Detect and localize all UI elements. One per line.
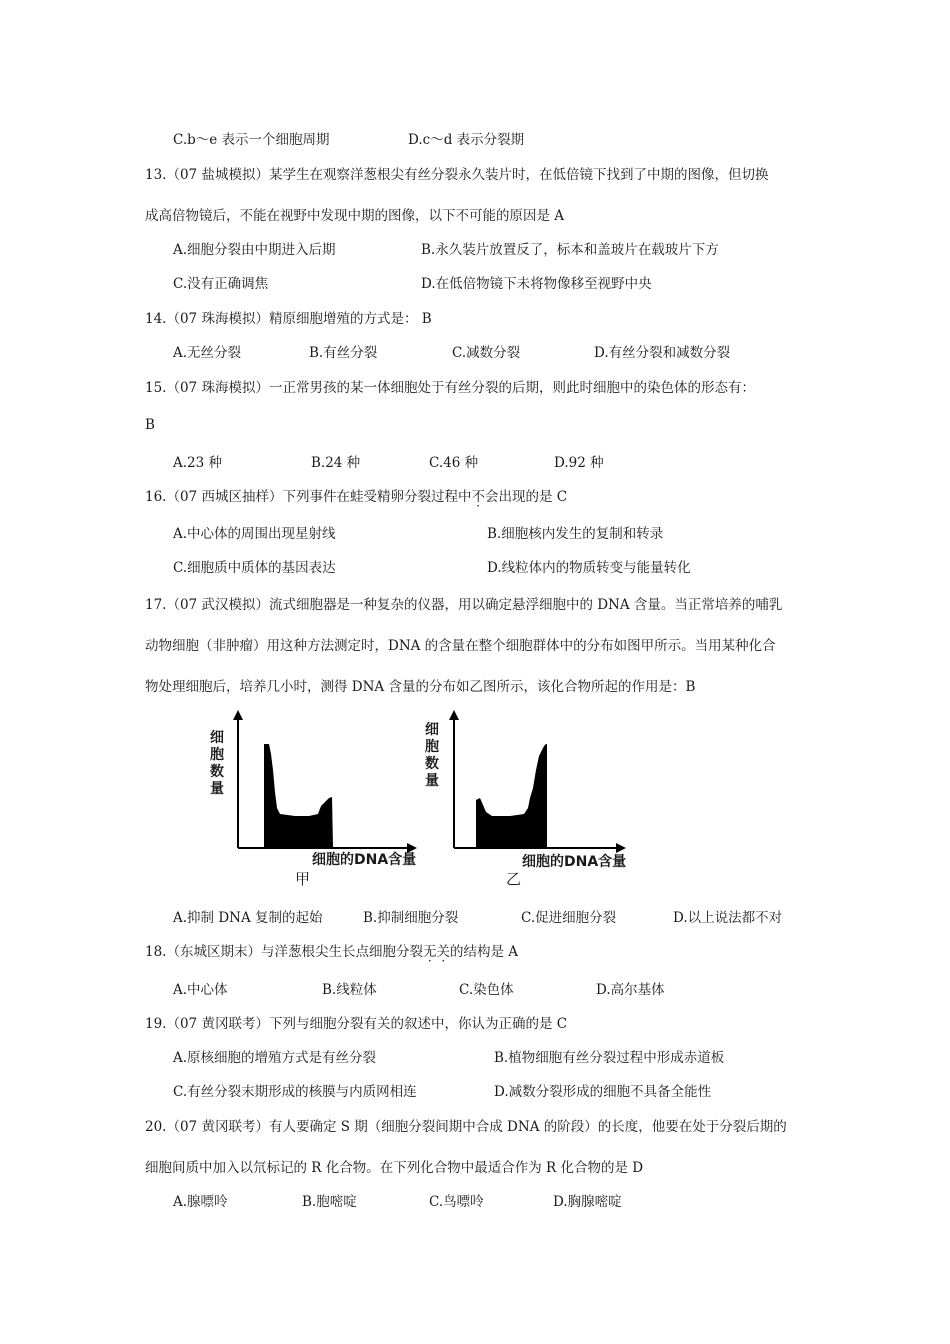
q14-stem: 14.（07 珠海模拟）精原细胞增殖的方式是： B bbox=[145, 311, 432, 327]
q15-option-d: D.92 种 bbox=[554, 455, 604, 471]
q13-stem-line1: 13.（07 盐城模拟）某学生在观察洋葱根尖有丝分裂永久装片时，在低倍镜下找到了中期的图像，但切换 bbox=[145, 167, 769, 183]
q15-stem-line2: B bbox=[145, 417, 155, 433]
q15-option-c: C.46 种 bbox=[429, 455, 479, 471]
figure-jia-y-label: 细 胞 数 量 bbox=[210, 730, 224, 797]
q15-option-b: B.24 种 bbox=[311, 455, 361, 471]
figure-yi-plot bbox=[420, 708, 640, 858]
q13-option-d: D.在低倍物镜下未将物像移至视野中央 bbox=[421, 276, 652, 292]
q17-option-b: B.抑制细胞分裂 bbox=[363, 910, 459, 926]
q20-option-c: C.鸟嘌呤 bbox=[429, 1194, 484, 1210]
q17-option-d: D.以上说法都不对 bbox=[673, 910, 783, 926]
q16-stem-emphasis: 不 bbox=[471, 489, 485, 505]
q18-option-d: D.高尔基体 bbox=[596, 982, 665, 998]
q16-option-b: B.细胞核内发生的复制和转录 bbox=[487, 526, 664, 542]
q19-option-a: A.原核细胞的增殖方式是有丝分裂 bbox=[173, 1050, 377, 1066]
q17-stem-line3: 物处理细胞后，培养几小时，测得 DNA 含量的分布如乙图所示，该化合物所起的作用是：B bbox=[145, 679, 696, 695]
figure-yi-y-arrow bbox=[449, 710, 459, 720]
q18-option-a: A.中心体 bbox=[173, 982, 228, 998]
figure-yi-name: 乙 bbox=[506, 870, 522, 888]
q17-stem-line1: 17.（07 武汉模拟）流式细胞器是一种复杂的仪器，用以确定悬浮细胞中的 DNA 含量。当正常培养的哺乳 bbox=[145, 597, 783, 613]
q20-stem-line2: 细胞间质中加入以氘标记的 R 化合物。在下列化合物中最适合作为 R 化合物的是 D bbox=[145, 1160, 644, 1176]
q17-option-c: C.促进细胞分裂 bbox=[521, 910, 617, 926]
q17-stem-line2: 动物细胞（非肿瘤）用这种方法测定时，DNA 的含量在整个细胞群体中的分布如图甲所示。当用某种化合 bbox=[145, 638, 776, 654]
q20-option-a: A.腺嘌呤 bbox=[173, 1194, 228, 1210]
q16-stem bbox=[145, 485, 567, 505]
q13-option-b: B.永久装片放置反了，标本和盖玻片在载玻片下方 bbox=[421, 242, 719, 258]
q20-stem-line1: 20.（07 黄冈联考）有人要确定 S 期（细胞分裂间期中合成 DNA 的阶段）的长度，他要在处于分裂后期的 bbox=[145, 1119, 787, 1135]
q16-option-c: C.细胞质中质体的基因表达 bbox=[173, 560, 336, 576]
q16-option-a: A.中心体的周围出现星射线 bbox=[173, 526, 336, 542]
q18-stem-emphasis-1: 无 bbox=[422, 944, 437, 960]
q19-option-d: D.减数分裂形成的细胞不具备全能性 bbox=[494, 1084, 712, 1100]
q18-option-b: B.线粒体 bbox=[322, 982, 377, 998]
figure-jia-name: 甲 bbox=[295, 870, 311, 888]
q19-option-b: B.植物细胞有丝分裂过程中形成赤道板 bbox=[494, 1050, 725, 1066]
q13-option-a: A.细胞分裂由中期进入后期 bbox=[173, 242, 336, 258]
q18-stem-pre: 18.（东城区期末）与洋葱根尖生长点细胞分裂 bbox=[145, 944, 423, 960]
figure-jia-distribution bbox=[264, 744, 333, 847]
q15-option-a: A.23 种 bbox=[173, 455, 223, 471]
q15-stem-line1: 15.（07 珠海模拟）一正常男孩的某一体细胞处于有丝分裂的后期，则此时细胞中的染色体的形态有： bbox=[145, 380, 755, 396]
q17-option-a: A.抑制 DNA 复制的起始 bbox=[173, 910, 323, 926]
q14-option-a: A.无丝分裂 bbox=[173, 345, 242, 361]
q18-stem-emphasis-2: 关 bbox=[436, 944, 450, 960]
q19-stem: 19.（07 黄冈联考）下列与细胞分裂有关的叙述中，你认为正确的是 C bbox=[145, 1016, 568, 1032]
figure-jia bbox=[205, 708, 425, 888]
figure-yi bbox=[420, 708, 640, 888]
figure-yi-x-label: 细胞的DNA含量 bbox=[522, 854, 627, 870]
figure-jia-y-arrow bbox=[233, 710, 243, 720]
q16-stem-pre: 16.（07 西城区抽样）下列事件在蛙受精卵分裂过程中 bbox=[145, 489, 472, 505]
q18-stem-post: 的结构是 A bbox=[449, 944, 519, 960]
q14-option-d: D.有丝分裂和减数分裂 bbox=[594, 345, 731, 361]
q18-option-c: C.染色体 bbox=[459, 982, 514, 998]
q14-option-c: C.减数分裂 bbox=[452, 345, 521, 361]
figure-yi-distribution bbox=[476, 744, 547, 847]
q13-stem-line2: 成高倍物镜后，不能在视野中发现中期的图像，以下不可能的原因是 A bbox=[145, 208, 565, 224]
q18-stem bbox=[145, 940, 518, 960]
q20-option-b: B.胞嘧啶 bbox=[302, 1194, 357, 1210]
q14-option-b: B.有丝分裂 bbox=[309, 345, 378, 361]
q12-option-d: D.c～d 表示分裂期 bbox=[408, 132, 525, 148]
figure-yi-y-label: 细 胞 数 量 bbox=[425, 722, 439, 789]
figure-jia-x-label: 细胞的DNA含量 bbox=[312, 852, 417, 868]
q13-option-c: C.没有正确调焦 bbox=[173, 276, 269, 292]
q19-option-c: C.有丝分裂末期形成的核膜与内质网相连 bbox=[173, 1084, 417, 1100]
q16-stem-post: 会出现的是 C bbox=[484, 489, 568, 505]
q20-option-d: D.胸腺嘧啶 bbox=[553, 1194, 622, 1210]
figure-jia-plot bbox=[205, 708, 425, 858]
q12-option-c: C.b～e 表示一个细胞周期 bbox=[173, 132, 330, 148]
q16-option-d: D.线粒体内的物质转变与能量转化 bbox=[487, 560, 691, 576]
